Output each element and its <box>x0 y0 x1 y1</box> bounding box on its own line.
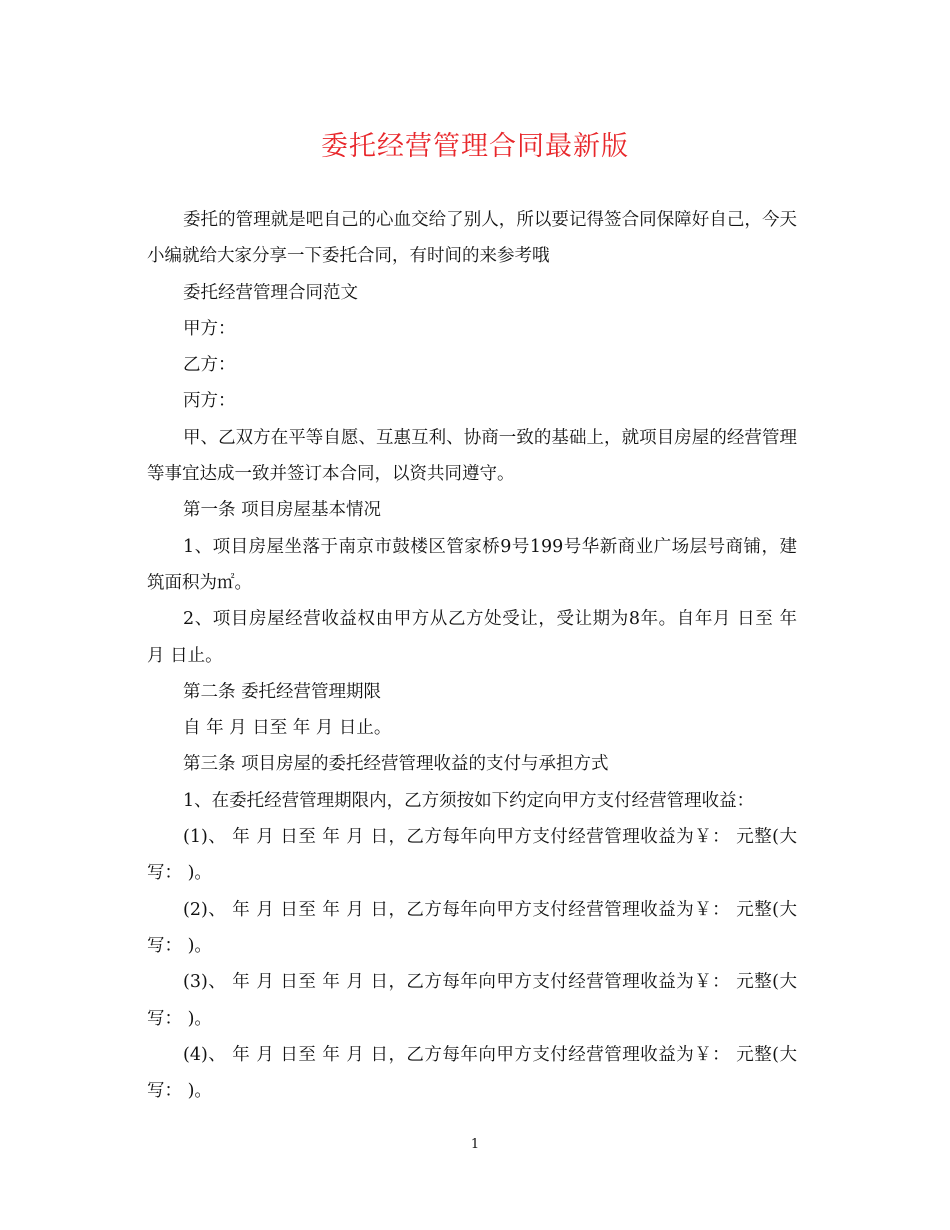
paragraph-article-2-heading: 第二条 委托经营管理期限 <box>183 681 382 702</box>
paragraph-article-2-term: 自 年 月 日至 年 月 日止。 <box>183 718 392 739</box>
paragraph-payment-3: (3)、 年 月 日至 年 月 日，乙方每年向甲方支付经营管理收益为￥： 元整(大写： )。 <box>147 972 797 1029</box>
document-title: 委托经营管理合同最新版 <box>321 131 629 162</box>
paragraph-article-1-item-1: 1、项目房屋坐落于南京市鼓楼区管家桥9号199号华新商业广场层号商铺，建筑面积为㎡。 <box>147 536 797 593</box>
paragraph-party-c: 丙方： <box>183 391 236 412</box>
paragraph-article-1-item-2: 2、项目房屋经营收益权由甲方从乙方处受让，受让期为8年。自年月 日至 年 月 日止。 <box>147 609 797 666</box>
paragraph-template-title: 委托经营管理合同范文 <box>183 282 358 303</box>
paragraph-article-3-heading: 第三条 项目房屋的委托经营管理收益的支付与承担方式 <box>183 754 609 775</box>
paragraph-agreement: 甲、乙双方在平等自愿、互惠互利、协商一致的基础上，就项目房屋的经营管理等事宜达成一致并签订本合同，以资共同遵守。 <box>147 427 797 485</box>
paragraph-article-1-heading: 第一条 项目房屋基本情况 <box>183 500 382 521</box>
paragraph-party-a: 甲方： <box>183 318 236 339</box>
paragraph-payment-2: (2)、 年 月 日至 年 月 日，乙方每年向甲方支付经营管理收益为￥： 元整(大写： )。 <box>147 899 797 956</box>
paragraph-payment-4: (4)、 年 月 日至 年 月 日，乙方每年向甲方支付经营管理收益为￥： 元整(大写： )。 <box>147 1044 797 1102</box>
document-body <box>147 202 797 1109</box>
paragraph-party-b: 乙方： <box>183 355 236 376</box>
paragraph-article-3-item-1: 1、在委托经营管理期限内，乙方须按如下约定向甲方支付经营管理收益： <box>183 790 755 811</box>
paragraph-intro: 委托的管理就是吧自己的心血交给了别人，所以要记得签合同保障好自己，今天小编就给大家分享一下委托合同，有时间的来参考哦 <box>147 210 797 267</box>
paragraph-payment-1: (1)、 年 月 日至 年 月 日，乙方每年向甲方支付经营管理收益为￥： 元整(大写： )。 <box>147 827 797 884</box>
page-number: 1 <box>470 1137 480 1152</box>
